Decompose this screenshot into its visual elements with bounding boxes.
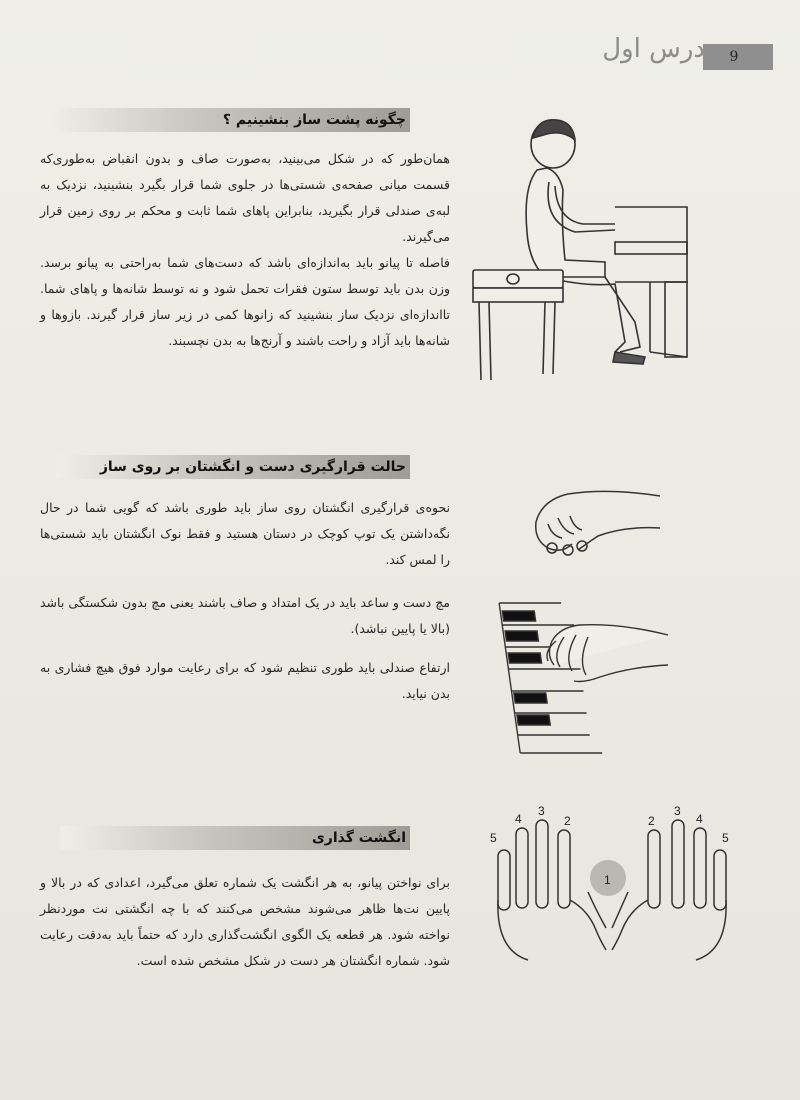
finger-number: 3: [674, 804, 681, 818]
finger-number: 4: [696, 812, 703, 826]
figure-hand-curved: [528, 488, 663, 560]
paragraph: نحوه‌ی قرارگیری انگشتان روی ساز باید طوری باشد که گویی شما در حال نگه‌داشتن یک توپ کوچک در دستان هستید و فقط نوک انگشتان باید شستی‌ها را لمس کند.: [40, 500, 450, 567]
section-header-sitting: [50, 108, 410, 132]
finger-number: 4: [515, 812, 522, 826]
lesson-title: درس اول: [602, 34, 705, 64]
finger-number: 2: [564, 814, 571, 828]
paragraph: همان‌طور که در شکل می‌بینید، به‌صورت صاف و بدون انقباض به‌طوری‌که قسمت میانی صفحه‌ی شستی‌ها در جلوی شما قرار بگیرد بنشینید، نزدیک به لبه‌ی صندلی قرار بگیرید، بنابراین پاهای شما ثابت و محکم بر روی زمین قرار می‌گیرند.: [40, 151, 450, 244]
figure-hand-on-keyboard: [490, 595, 670, 760]
paragraph: برای نواختن پیانو، به هر انگشت یک شماره تعلق می‌گیرد، اعدادی که در بالا و پایین نت‌ها ظاهر می‌شوند مشخص می‌کنند که با چه انگشتی نت موردنظر نواخته شود. هر قطعه یک الگوی انگشت‌گذاری دارد که حتماً باید به‌دقت رعایت شود. شماره انگشتان هر دست در شکل مشخص شده است.: [40, 875, 450, 968]
finger-number: 5: [722, 831, 729, 845]
page-number: 9: [729, 49, 739, 65]
figure-seated-pianist: [465, 112, 695, 384]
paragraph: ارتفاع صندلی باید طوری تنظیم شود که برای رعایت موارد فوق هیچ فشاری به بدن نیاید.: [40, 660, 450, 701]
finger-number: 2: [648, 814, 655, 828]
section-title: چگونه پشت ساز بنشینیم ؟: [222, 112, 406, 128]
section-header-fingering: [60, 826, 410, 850]
figure-finger-numbering: [488, 800, 738, 965]
section-title: حالت قرارگیری دست و انگشتان بر روی ساز: [99, 459, 406, 475]
paragraph: فاصله تا پیانو باید به‌اندازه‌ای باشد که دست‌های شما به‌راحتی به پیانو برسد. وزن بدن باید توسط ستون فقرات تحمل شود و نه توسط شانه‌ها و پاهای شما. تااندازه‌ای نزدیک ساز بنشینید که زانوها کمی در زیر ساز قرار گیرند. بازوها و شانه‌ها باید آزاد و راحت باشند و آرنج‌ها به بدن نچسبند.: [40, 255, 450, 348]
finger-number: 3: [538, 804, 545, 818]
finger-number: 1: [604, 873, 611, 887]
section-header-hand-position: [55, 455, 410, 479]
section-title: انگشت گذاری: [311, 830, 406, 846]
paragraph: مچ دست و ساعد باید در یک امتداد و صاف باشند یعنی مچ بدون شکستگی باشد (بالا یا پایین نباشد).: [40, 595, 450, 636]
finger-number: 5: [490, 831, 497, 845]
